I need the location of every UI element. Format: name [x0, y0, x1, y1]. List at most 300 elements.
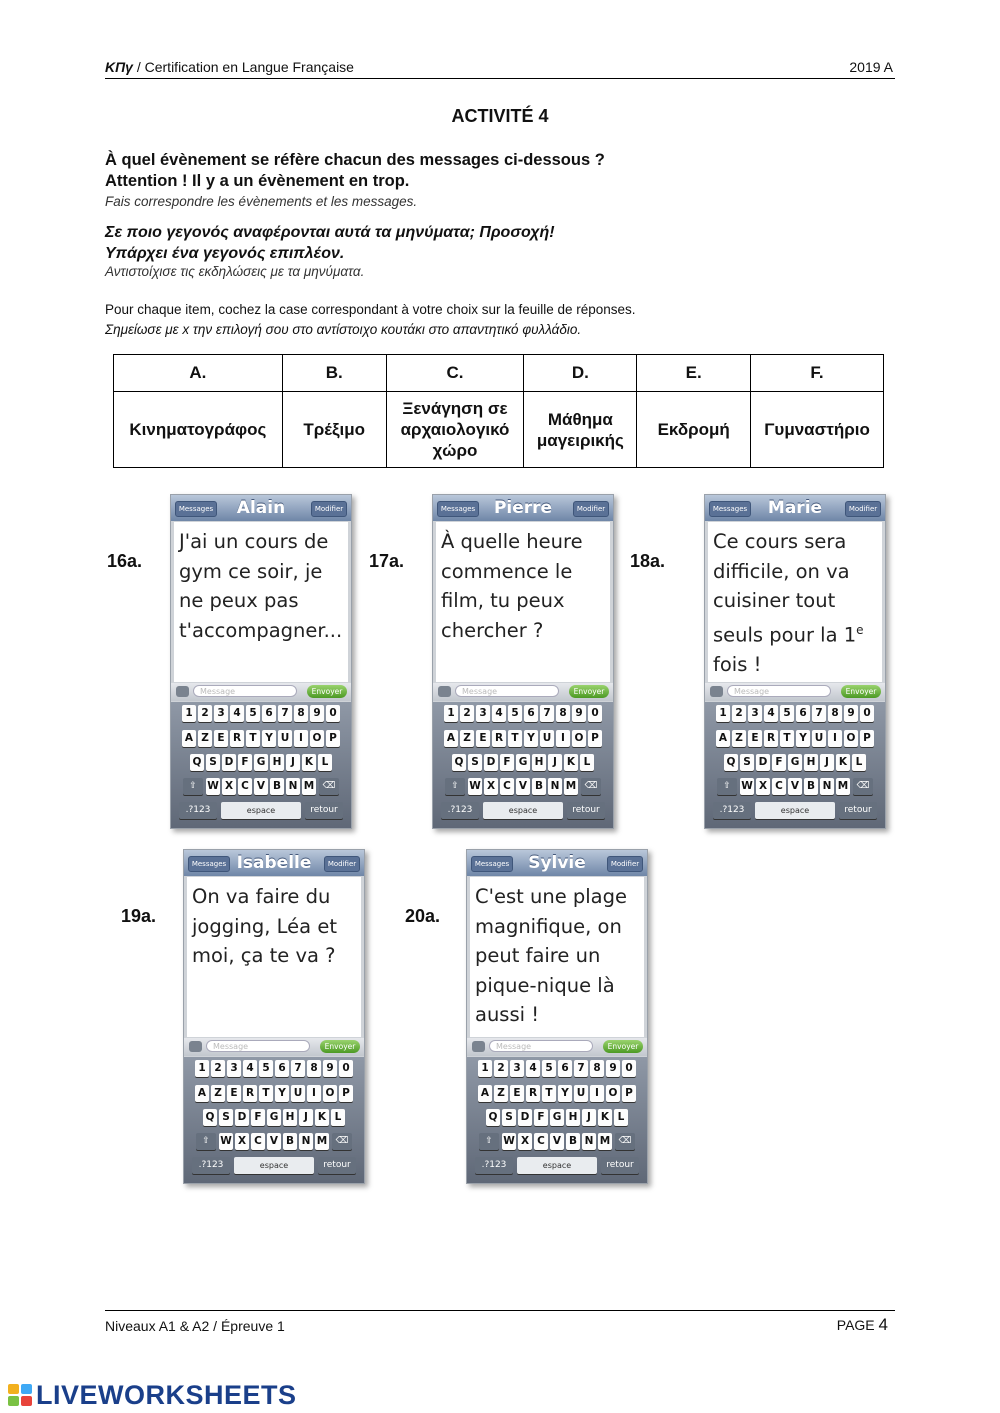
key[interactable]: H — [270, 754, 284, 771]
message-input[interactable]: Message — [193, 685, 297, 697]
key[interactable]: 1 — [716, 705, 730, 722]
phone-nav-bar — [467, 850, 647, 876]
compose-bar — [184, 1038, 364, 1056]
space-key[interactable]: espace — [483, 802, 563, 819]
modify-button[interactable]: Modifier — [845, 501, 881, 517]
space-key[interactable]: espace — [517, 1157, 597, 1174]
key[interactable]: N — [582, 1133, 596, 1150]
key[interactable]: 7 — [278, 705, 292, 722]
key[interactable]: Y — [524, 730, 538, 747]
key[interactable]: 6 — [262, 705, 276, 722]
message-text: On va faire du jogging, Léa et moi, ça te va ? — [192, 885, 337, 967]
key[interactable]: 0 — [326, 705, 340, 722]
key[interactable]: 8 — [590, 1060, 604, 1077]
org-name: ΚΠγ — [105, 59, 133, 75]
phone-screenshot-isabelle — [183, 849, 365, 1184]
key[interactable]: 6 — [524, 705, 538, 722]
key[interactable]: K — [564, 754, 578, 771]
message-screen — [436, 522, 610, 682]
key[interactable]: G — [550, 1109, 564, 1126]
modify-button[interactable]: Modifier — [607, 856, 643, 872]
key[interactable]: Q — [486, 1109, 500, 1126]
key[interactable]: A — [195, 1085, 209, 1102]
key[interactable]: B — [566, 1133, 580, 1150]
compose-bar — [433, 683, 613, 701]
camera-icon[interactable] — [176, 686, 189, 697]
options-letters-row — [114, 355, 884, 392]
space-key[interactable]: espace — [234, 1157, 314, 1174]
key[interactable]: 9 — [606, 1060, 620, 1077]
key[interactable]: R — [492, 730, 506, 747]
key[interactable]: 2 — [460, 705, 474, 722]
key[interactable]: B — [532, 778, 546, 795]
key[interactable]: K — [315, 1109, 329, 1126]
key[interactable]: D — [484, 754, 498, 771]
key[interactable]: R — [526, 1085, 540, 1102]
key[interactable]: P — [860, 730, 874, 747]
org-rest: / Certification en Langue Française — [132, 59, 354, 75]
key[interactable]: 4 — [492, 705, 506, 722]
phone-nav-bar — [184, 850, 364, 876]
key[interactable]: Y — [262, 730, 276, 747]
key[interactable]: L — [580, 754, 594, 771]
key[interactable]: N — [548, 778, 562, 795]
key[interactable]: 8 — [307, 1060, 321, 1077]
key[interactable]: 1 — [478, 1060, 492, 1077]
key[interactable]: E — [214, 730, 228, 747]
key[interactable]: 3 — [227, 1060, 241, 1077]
backspace-icon[interactable]: ⌫ — [615, 1133, 635, 1150]
keyboard-row-3 — [171, 778, 351, 797]
key[interactable]: 2 — [494, 1060, 508, 1077]
key[interactable]: 3 — [748, 705, 762, 722]
key[interactable]: W — [740, 778, 754, 795]
option-letter: B. — [282, 355, 386, 392]
key[interactable]: K — [598, 1109, 612, 1126]
page-number: 4 — [878, 1315, 888, 1334]
key[interactable]: V — [516, 778, 530, 795]
key[interactable]: C — [238, 778, 252, 795]
key[interactable]: Y — [558, 1085, 572, 1102]
key[interactable]: Q — [452, 754, 466, 771]
key[interactable]: 4 — [764, 705, 778, 722]
key[interactable]: D — [235, 1109, 249, 1126]
key[interactable]: Q — [203, 1109, 217, 1126]
key[interactable]: 0 — [622, 1060, 636, 1077]
key[interactable]: I — [828, 730, 842, 747]
modify-button[interactable]: Modifier — [573, 501, 609, 517]
key[interactable]: C — [534, 1133, 548, 1150]
key[interactable]: M — [836, 778, 850, 795]
key[interactable]: V — [788, 778, 802, 795]
header-year: 2019 A — [849, 59, 893, 75]
key[interactable]: G — [788, 754, 802, 771]
key[interactable]: P — [588, 730, 602, 747]
key[interactable]: G — [267, 1109, 281, 1126]
question-gr-line1: Σε ποιο γεγονός αναφέρονται αυτά τα μηνύματα; Προσοχή! — [105, 224, 555, 241]
key[interactable]: I — [294, 730, 308, 747]
key[interactable]: H — [532, 754, 546, 771]
key[interactable]: I — [556, 730, 570, 747]
key[interactable]: Z — [198, 730, 212, 747]
sender-name: Marie — [767, 498, 823, 518]
key[interactable]: 7 — [291, 1060, 305, 1077]
key[interactable]: S — [740, 754, 754, 771]
key[interactable]: O — [572, 730, 586, 747]
keyboard-row-1 — [433, 730, 613, 749]
key[interactable]: R — [230, 730, 244, 747]
key[interactable]: E — [748, 730, 762, 747]
keyboard-row-2 — [171, 754, 351, 773]
sender-name: Alain — [236, 498, 286, 518]
option-name: Τρέξιμο — [282, 392, 386, 468]
camera-icon[interactable] — [472, 1041, 485, 1052]
return-key[interactable]: retour — [601, 1157, 639, 1174]
key[interactable]: E — [476, 730, 490, 747]
keyboard-row-bottom — [705, 802, 885, 821]
numbers-key[interactable]: .?123 — [475, 1157, 513, 1174]
key[interactable]: 9 — [572, 705, 586, 722]
key[interactable]: 8 — [294, 705, 308, 722]
message-text-part: Ce cours sera difficile, on va cuisiner tout seuls pour la 1 — [713, 530, 857, 646]
options-names-row — [114, 392, 884, 468]
keyboard — [467, 1057, 647, 1183]
key[interactable]: D — [518, 1109, 532, 1126]
key[interactable]: F — [251, 1109, 265, 1126]
sender-name: Isabelle — [236, 853, 312, 873]
key[interactable]: 5 — [542, 1060, 556, 1077]
key[interactable]: 4 — [243, 1060, 257, 1077]
key[interactable]: C — [772, 778, 786, 795]
messages-back-button[interactable]: Messages — [175, 501, 217, 517]
shift-arrow-icon[interactable]: ⇧ — [479, 1133, 499, 1150]
key[interactable]: H — [804, 754, 818, 771]
key[interactable]: 6 — [796, 705, 810, 722]
key[interactable]: 1 — [182, 705, 196, 722]
key[interactable]: 3 — [476, 705, 490, 722]
key[interactable]: J — [582, 1109, 596, 1126]
camera-icon[interactable] — [438, 686, 451, 697]
key[interactable]: T — [259, 1085, 273, 1102]
messages-back-button[interactable]: Messages — [188, 856, 230, 872]
key[interactable]: S — [468, 754, 482, 771]
key[interactable]: B — [270, 778, 284, 795]
item-label-16a: 16a. — [107, 551, 143, 571]
key[interactable]: 9 — [844, 705, 858, 722]
key[interactable]: U — [574, 1085, 588, 1102]
footer-level: Niveaux A1 & A2 / Épreuve 1 — [105, 1318, 285, 1334]
key[interactable]: O — [844, 730, 858, 747]
key[interactable]: A — [478, 1085, 492, 1102]
space-key[interactable]: espace — [755, 802, 835, 819]
key[interactable]: 2 — [198, 705, 212, 722]
key[interactable]: J — [820, 754, 834, 771]
key[interactable]: S — [219, 1109, 233, 1126]
key[interactable]: 6 — [558, 1060, 572, 1077]
key[interactable]: P — [622, 1085, 636, 1102]
question-gr-sub: Αντιστοίχισε τις εκδηλώσεις με τα μηνύματα. — [105, 264, 365, 279]
key[interactable]: F — [500, 754, 514, 771]
key[interactable]: 0 — [339, 1060, 353, 1077]
send-button[interactable]: Envoyer — [307, 685, 347, 698]
message-input[interactable]: Message — [455, 685, 559, 697]
phone-nav-bar — [171, 495, 351, 521]
key[interactable]: X — [518, 1133, 532, 1150]
key[interactable]: K — [836, 754, 850, 771]
keyboard-row-bottom — [184, 1157, 364, 1176]
key[interactable]: E — [510, 1085, 524, 1102]
key[interactable]: F — [534, 1109, 548, 1126]
keyboard-row-2 — [467, 1109, 647, 1128]
key[interactable]: J — [299, 1109, 313, 1126]
key[interactable]: R — [243, 1085, 257, 1102]
key[interactable]: 8 — [556, 705, 570, 722]
keyboard — [433, 702, 613, 828]
key[interactable]: P — [326, 730, 340, 747]
phone-nav-bar — [433, 495, 613, 521]
return-key[interactable]: retour — [305, 802, 343, 819]
instruction-gr: Σημείωσε με x την επιλογή σου στο αντίστοιχο κουτάκι στο απαντητικό φυλλάδιο. — [105, 322, 582, 337]
keyboard-row-bottom — [171, 802, 351, 821]
key[interactable]: G — [254, 754, 268, 771]
shift-arrow-icon[interactable]: ⇧ — [196, 1133, 216, 1150]
key[interactable]: O — [606, 1085, 620, 1102]
key[interactable]: H — [566, 1109, 580, 1126]
key[interactable]: M — [315, 1133, 329, 1150]
key[interactable]: Q — [724, 754, 738, 771]
send-button[interactable]: Envoyer — [320, 1040, 360, 1053]
key[interactable]: 1 — [444, 705, 458, 722]
message-screen — [470, 877, 644, 1037]
key[interactable]: 3 — [214, 705, 228, 722]
key[interactable]: Z — [732, 730, 746, 747]
keyboard — [171, 702, 351, 828]
space-key[interactable]: espace — [221, 802, 301, 819]
key[interactable]: D — [756, 754, 770, 771]
key[interactable]: W — [206, 778, 220, 795]
key[interactable]: J — [286, 754, 300, 771]
question-gr-line2: Υπάρχει ένα γεγονός επιπλέον. — [105, 245, 345, 262]
key[interactable]: T — [246, 730, 260, 747]
key[interactable]: W — [468, 778, 482, 795]
key[interactable]: E — [227, 1085, 241, 1102]
key[interactable]: X — [235, 1133, 249, 1150]
option-letter: C. — [386, 355, 524, 392]
keyboard-row-1 — [705, 730, 885, 749]
key[interactable]: S — [502, 1109, 516, 1126]
key[interactable]: M — [598, 1133, 612, 1150]
key[interactable]: Z — [494, 1085, 508, 1102]
message-text: C'est une plage magnifique, on peut faire un pique-nique là aussi ! — [475, 885, 628, 1026]
key[interactable]: J — [548, 754, 562, 771]
key[interactable]: C — [500, 778, 514, 795]
shift-arrow-icon[interactable]: ⇧ — [445, 778, 465, 795]
modify-button[interactable]: Modifier — [311, 501, 347, 517]
key[interactable]: A — [444, 730, 458, 747]
key[interactable]: W — [219, 1133, 233, 1150]
compose-bar — [467, 1038, 647, 1056]
key[interactable]: G — [516, 754, 530, 771]
key[interactable]: O — [323, 1085, 337, 1102]
key[interactable]: 5 — [780, 705, 794, 722]
key[interactable]: N — [299, 1133, 313, 1150]
key[interactable]: 5 — [259, 1060, 273, 1077]
numbers-key[interactable]: .?123 — [713, 802, 751, 819]
key[interactable]: X — [484, 778, 498, 795]
key[interactable]: Z — [460, 730, 474, 747]
key[interactable]: Z — [211, 1085, 225, 1102]
key[interactable]: X — [756, 778, 770, 795]
message-text — [713, 527, 879, 679]
backspace-icon[interactable]: ⌫ — [581, 778, 601, 795]
key[interactable]: O — [310, 730, 324, 747]
key[interactable]: M — [302, 778, 316, 795]
option-letter: A. — [114, 355, 283, 392]
return-key[interactable]: retour — [567, 802, 605, 819]
question-fr-line2: Attention ! Il y a un évènement en trop. — [105, 172, 410, 190]
key[interactable]: W — [502, 1133, 516, 1150]
message-text-part: fois ! — [713, 652, 762, 676]
key[interactable]: L — [852, 754, 866, 771]
key[interactable]: L — [614, 1109, 628, 1126]
keyboard-row-digits — [705, 705, 885, 724]
key[interactable]: 0 — [860, 705, 874, 722]
key[interactable]: N — [286, 778, 300, 795]
sender-name: Sylvie — [528, 853, 586, 873]
keyboard-row-1 — [467, 1085, 647, 1104]
key[interactable]: R — [764, 730, 778, 747]
keyboard-row-2 — [184, 1109, 364, 1128]
key[interactable]: 2 — [211, 1060, 225, 1077]
key[interactable]: U — [291, 1085, 305, 1102]
key[interactable]: 5 — [246, 705, 260, 722]
phone-screenshot-alain — [170, 494, 352, 829]
message-input[interactable]: Message — [206, 1040, 310, 1052]
keyboard — [184, 1057, 364, 1183]
return-key[interactable]: retour — [839, 802, 877, 819]
messages-back-button[interactable]: Messages — [437, 501, 479, 517]
key[interactable]: S — [206, 754, 220, 771]
key[interactable]: V — [550, 1133, 564, 1150]
key[interactable]: A — [716, 730, 730, 747]
header-divider — [105, 78, 895, 79]
key[interactable]: T — [542, 1085, 556, 1102]
numbers-key[interactable]: .?123 — [179, 802, 217, 819]
return-key[interactable]: retour — [318, 1157, 356, 1174]
compose-bar — [171, 683, 351, 701]
key[interactable]: 9 — [323, 1060, 337, 1077]
messages-back-button[interactable]: Messages — [471, 856, 513, 872]
backspace-icon[interactable]: ⌫ — [319, 778, 339, 795]
key[interactable]: D — [222, 754, 236, 771]
key[interactable]: Y — [275, 1085, 289, 1102]
send-button[interactable]: Envoyer — [569, 685, 609, 698]
key[interactable]: N — [820, 778, 834, 795]
key[interactable]: 9 — [310, 705, 324, 722]
item-label-20a: 20a. — [405, 906, 441, 926]
camera-icon[interactable] — [189, 1041, 202, 1052]
key[interactable]: 2 — [732, 705, 746, 722]
numbers-key[interactable]: .?123 — [192, 1157, 230, 1174]
key[interactable]: V — [254, 778, 268, 795]
key[interactable]: V — [267, 1133, 281, 1150]
footer-divider — [105, 1310, 895, 1311]
key[interactable]: 8 — [828, 705, 842, 722]
options-table — [113, 354, 884, 468]
key[interactable]: 5 — [508, 705, 522, 722]
liveworksheets-logo-text: LIVEWORKSHEETS — [36, 1380, 297, 1410]
key[interactable]: U — [540, 730, 554, 747]
key[interactable]: B — [804, 778, 818, 795]
shift-arrow-icon[interactable]: ⇧ — [717, 778, 737, 795]
key[interactable]: T — [780, 730, 794, 747]
instruction-fr: Pour chaque item, cochez la case correspondant à votre choix sur la feuille de réponses. — [105, 302, 636, 317]
camera-icon[interactable] — [710, 686, 723, 697]
modify-button[interactable]: Modifier — [324, 856, 360, 872]
key[interactable]: F — [238, 754, 252, 771]
key[interactable]: Y — [796, 730, 810, 747]
key[interactable]: 7 — [812, 705, 826, 722]
key[interactable]: 6 — [275, 1060, 289, 1077]
item-label-19a: 19a. — [121, 906, 157, 926]
backspace-icon[interactable]: ⌫ — [332, 1133, 352, 1150]
sender-name: Pierre — [493, 498, 553, 518]
backspace-icon[interactable]: ⌫ — [853, 778, 873, 795]
numbers-key[interactable]: .?123 — [441, 802, 479, 819]
option-name: Ξενάγηση σε αρχαιολογικό χώρο — [386, 392, 524, 468]
key[interactable]: 0 — [588, 705, 602, 722]
key[interactable]: A — [182, 730, 196, 747]
keyboard-row-3 — [184, 1133, 364, 1152]
key[interactable]: U — [278, 730, 292, 747]
message-input[interactable]: Message — [489, 1040, 593, 1052]
keyboard-row-bottom — [433, 802, 613, 821]
key[interactable]: 4 — [230, 705, 244, 722]
key[interactable]: C — [251, 1133, 265, 1150]
key[interactable]: P — [339, 1085, 353, 1102]
messages-back-button[interactable]: Messages — [709, 501, 751, 517]
key[interactable]: M — [564, 778, 578, 795]
key[interactable]: I — [590, 1085, 604, 1102]
key[interactable]: 4 — [526, 1060, 540, 1077]
key[interactable]: F — [772, 754, 786, 771]
message-input[interactable]: Message — [727, 685, 831, 697]
key[interactable]: U — [812, 730, 826, 747]
key[interactable]: I — [307, 1085, 321, 1102]
header-left — [105, 59, 354, 75]
key[interactable]: 1 — [195, 1060, 209, 1077]
key[interactable]: K — [302, 754, 316, 771]
key[interactable]: 7 — [540, 705, 554, 722]
keyboard-row-digits — [433, 705, 613, 724]
key[interactable]: B — [283, 1133, 297, 1150]
key[interactable]: L — [318, 754, 332, 771]
message-text: J'ai un cours de gym ce soir, je ne peux pas t'accompagner... — [179, 530, 343, 642]
send-button[interactable]: Envoyer — [603, 1040, 643, 1053]
key[interactable]: H — [283, 1109, 297, 1126]
keyboard-row-3 — [433, 778, 613, 797]
key[interactable]: T — [508, 730, 522, 747]
shift-arrow-icon[interactable]: ⇧ — [183, 778, 203, 795]
key[interactable]: 3 — [510, 1060, 524, 1077]
keyboard — [705, 702, 885, 828]
key[interactable]: 7 — [574, 1060, 588, 1077]
key[interactable]: Q — [190, 754, 204, 771]
phone-nav-bar — [705, 495, 885, 521]
key[interactable]: L — [331, 1109, 345, 1126]
send-button[interactable]: Envoyer — [841, 685, 881, 698]
key[interactable]: X — [222, 778, 236, 795]
